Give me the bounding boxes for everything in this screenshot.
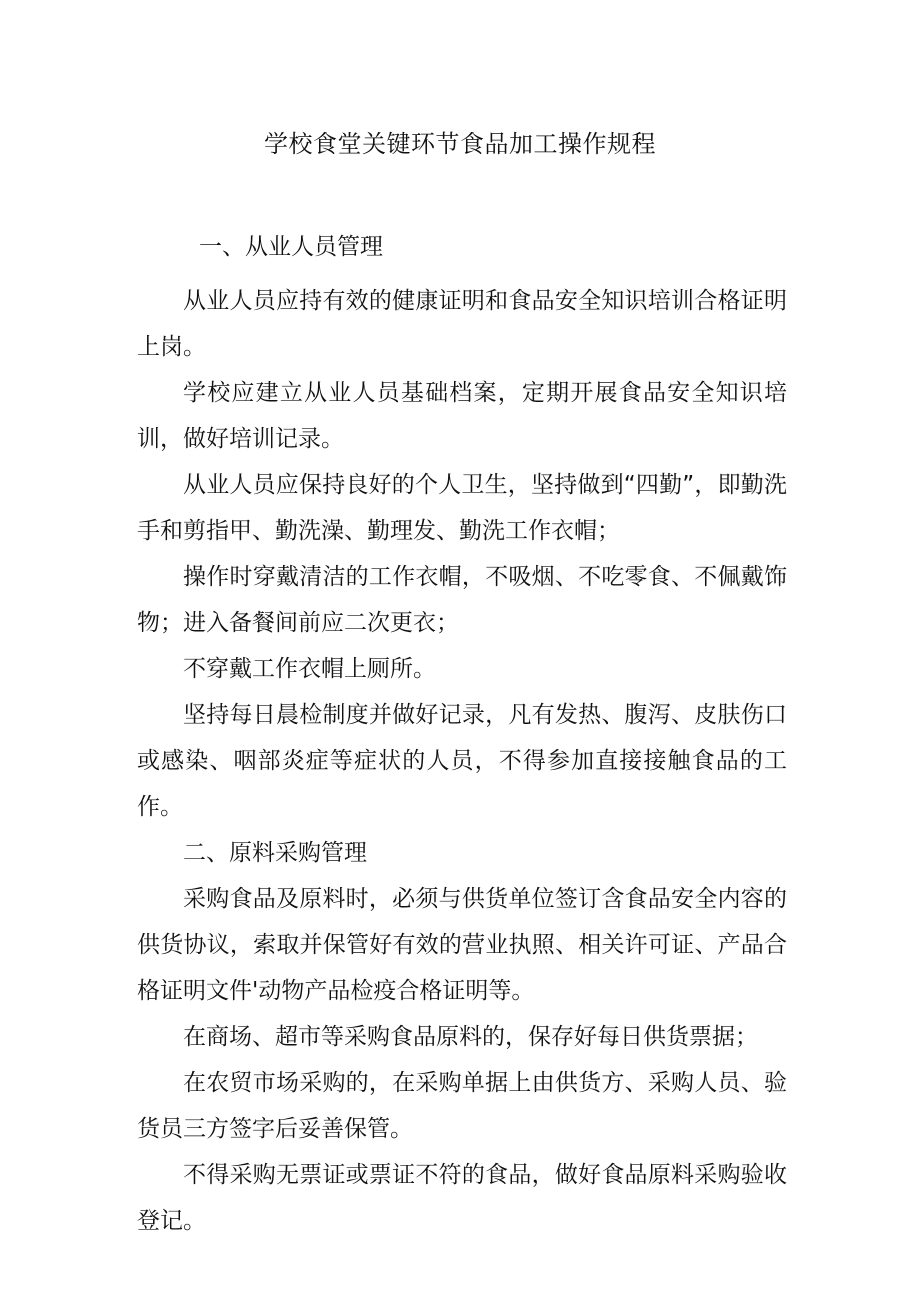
- paragraph: 不得采购无票证或票证不符的食品，做好食品原料采购验收登记。: [137, 1162, 787, 1234]
- paragraph: 从业人员应保持良好的个人卫生，坚持做到“四勤”，即勤洗手和剪指甲、勤洗澡、勤理发、勤洗工作衣帽；: [137, 472, 787, 544]
- paragraph: 采购食品及原料时，必须与供货单位签订含食品安全内容的供货协议，索取并保管好有效的营业执照、相关许可证、产品合格证明文件'动物产品检疫合格证明等。: [137, 886, 787, 1004]
- paragraph: 坚持每日晨检制度并做好记录，凡有发热、腹泻、皮肤伤口或感染、咽部炎症等症状的人员，不得参加直接接触食品的工作。: [137, 702, 787, 820]
- paragraph: 操作时穿戴清洁的工作衣帽，不吸烟、不吃零食、不佩戴饰物；进入备餐间前应二次更衣；: [137, 564, 787, 636]
- paragraph: 不穿戴工作衣帽上厕所。: [183, 656, 436, 682]
- document-body: [137, 224, 787, 1244]
- paragraph: 在商场、超市等采购食品原料的，保存好每日供货票据；: [183, 1024, 758, 1050]
- document-title: 学校食堂关键环节食品加工操作规程: [264, 130, 656, 158]
- paragraph: 在农贸市场采购的，在采购单据上由供货方、采购人员、验货员三方签字后妥善保管。: [137, 1070, 787, 1142]
- paragraph: 学校应建立从业人员基础档案，定期开展食品安全知识培训，做好培训记录。: [137, 380, 787, 452]
- section-heading-staff: 一、从业人员管理: [199, 234, 383, 260]
- section-heading-procurement: 二、原料采购管理: [183, 840, 367, 866]
- paragraph: 从业人员应持有效的健康证明和食品安全知识培训合格证明上岗。: [137, 288, 787, 360]
